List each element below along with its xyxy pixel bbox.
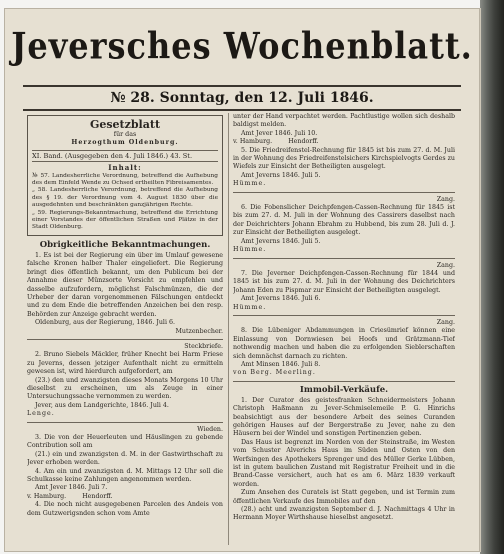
- masthead-title: Jeversches Wochenblatt.: [11, 24, 473, 68]
- inhalt-item: „ 58. Landesherrliche Verordnung, betreffend die Aufhebung des § 19. der Verordnung vom 4. August 1830 über die ausgedehnten und beschränkten ganzjährigen Rechte.: [32, 187, 218, 209]
- notice-signer: Mutzenbecher.: [175, 327, 223, 335]
- notice-signer: Hümme.: [233, 180, 267, 188]
- notice-text: Das Haus ist begrenzt im Norden von der Steinstraße, im Westen vom Schuster Alverichs Haus im Süden und Osten von den Werfsingen des Apothekers Sprenger und des Müller Gerke Lübben, ist in gutem baulichen Zustand mit Registratur Freiheit und in die Brand-Casse versichert, auch hat es am 6. März 1839 verkauft worden.: [233, 438, 455, 488]
- divider: [27, 422, 223, 423]
- notice-signature: Amt Minsen 1846. Juli 8.: [241, 360, 321, 368]
- inhalt-item: „ 59. Regierungs-Bekanntmachung, betreffend die Errichtung einer Vorstandes der öffentlichen Straßen und Plätze in der Stadt Oldenburg.: [32, 209, 218, 231]
- right-column: [233, 113, 455, 548]
- signer-name: Hendorff.: [82, 492, 113, 500]
- divider: [233, 192, 455, 193]
- notice-signature: Amt Jever 1846. Juli 7.: [35, 484, 108, 492]
- notice-signer: Lenge.: [27, 410, 55, 418]
- signer-name: Hendorff.: [288, 138, 319, 146]
- notice-signature: Amt Jeverns 1846. Juli 6.: [241, 295, 321, 303]
- notice-text: 3. Die von der Heuerleuten und Häuslingen zu gebende Contribution soll am: [27, 434, 223, 450]
- notice-text: unter der Hand verpachtet werden. Pachtlustige wollen sich deshalb baldigst melden.: [233, 113, 455, 129]
- notice-text: 1. Der Curator des geistesfranken Schneidermeisters Johann Christoph Haßmann zu Jever-Schmiselemeile P. G. Hinrichs beabsichtigt aus der besondere Arbeit des seines Curanden gehörigen Hauses auf der Bergerstraße zu Jever, nahe zu den Häusern bei der Windel und sonstigen Pertinenzien geben.: [233, 396, 455, 438]
- notice-text: (21.) ein und zwanzigsten d. M. in der Gastwirthschaft zu Jever erhoben werden.: [27, 450, 223, 467]
- notice-signature: Amt Jeverns 1846. Juli 5.: [241, 237, 321, 245]
- notice-signer-line: [233, 138, 455, 146]
- notice-text: 2. Bruno Siebels Mäckler, früher Knecht bei Harm Friese zu Jeverns, dessen jetziger Aufenthalt nicht zu ermitteln gewesen ist, wird hierdurch aufgefordert, am: [27, 351, 223, 376]
- notice-signature: Amt Jever 1846. Juli 10.: [241, 129, 318, 137]
- notice-signer-line: [27, 493, 223, 501]
- notice-text: 1. Es ist bei der Regierung ein über im Umlauf gewesene falsche Kronen halber Thaler eingeliefert. Die Regierung bringt dies öffentlich bekannt, um den Publicum bei der Annahme dieser Münzsorte Vorsicht zu empfehlen und dasselbe aufzufordern, möglichst Falschmünzen, die der Urheber der daran vorgenommenen Fälschungen entdeckt und zu dem Ende die betreffenden Anzeichen bei den resp. Behörden zur Anzeige gebracht werden.: [27, 251, 223, 318]
- notice-signer: Hümme.: [233, 246, 267, 254]
- notice-text: 8. Die Lübeniger Abdammungen in Criesümrief können eine Einlassung von Dornwiesen bei Hoofs und Grätzmann-Tief nothwendig machen und haben die zu erfolgenden Sieblerschaften sich demnächst darnach zu richten.: [233, 327, 455, 360]
- signer-zang: Zang.: [436, 261, 455, 269]
- divider: [233, 315, 455, 316]
- notice-text: (28.) acht und zwanzigsten September d. J. Nachmittags 4 Uhr in Hermann Moyer Wirthshause hieselbst angesetzt.: [233, 506, 455, 522]
- notice-text: 4. Am ein und zwanzigsten d. M. Mittags 12 Uhr soll die Schulkasse keine Zahlungen angenommen werden.: [27, 467, 223, 484]
- notice-signature: Amt Jeverns 1846. Juli 5.: [241, 171, 321, 179]
- notice-text: 7. Die Jeverner Deichpfengen-Cassen-Rechnung für 1844 und 1845 ist bis zum 27. d. M. Juli in der Wohnung des Deichrichters Johann Eden zu Pispmar zur Einsicht der Betheiligten ausgelegt.: [233, 269, 455, 294]
- gesetzblatt-sub1: für das: [113, 131, 137, 138]
- signer-place: v. Hamburg.: [233, 138, 273, 146]
- notice-text: Zum Ansehen des Curatels ist Statt gegeben, und ist Termin zum öffentlichen Verkaufe des Immobiles auf den: [233, 489, 455, 505]
- subheading-wieden: Wieden.: [197, 425, 223, 433]
- gesetzblatt-title: Gesetzblatt: [89, 118, 161, 131]
- gesetzblatt-box: [27, 115, 223, 236]
- notice-signature: Jever, aus dem Landgerichte, 1846. Juli 4.: [35, 401, 169, 409]
- divider: [233, 258, 455, 259]
- notice-text: 6. Die Fobenslicher Deichpfengen-Cassen-Rechnung für 1845 ist bis zum 27. d. M. Juli in der Wohnung des Cassirers daselbst nach der Deichrichters Johann Ebrahm zu Hubbend, bis zum 28. Juli d. J. zur Einsicht der Betheiligten ausgelegt.: [233, 204, 455, 237]
- inhalt-item: № 57. Landesherrliche Verordnung, betreffend die Aufhebung des dem Einfeld Wende zu Ochsed ertheilten Fibreisamentes.: [32, 172, 218, 187]
- notice-text: (23.) den und zwanzigsten dieses Monats Morgens 10 Uhr dieselbst zu erscheinen, um als Zeuge in einer Untersuchungssache vernommen zu werden.: [27, 376, 223, 401]
- notice-signer: Hümme.: [233, 303, 267, 311]
- notice-text: 5. Die Friedreifenstel-Rechnung für 1845 ist bis zum 27. d. M. Juli in der Wohnung des Friedreifenstelsichers Kirchspielvogts Gerdes zu Wiefels zur Einsicht der Betheiligten ausgelegt.: [233, 146, 455, 171]
- signer-zang: Zang.: [436, 195, 455, 203]
- issue-line: № 28. Sonntag, den 12. Juli 1846.: [23, 85, 461, 111]
- notice-signer: von Berg. Meerling.: [233, 369, 316, 377]
- gesetzblatt-band: XI. Band. (Ausgegeben den 4. Juli 1846.) 43. St.: [32, 150, 218, 162]
- gesetzblatt-sub2: Herzogthum Oldenburg.: [71, 139, 179, 147]
- notice-text: 4. Die noch nicht ausgegebenen Parcelen des Andeis von dem Gutzwerigsnden schon vom Amte: [27, 501, 223, 517]
- divider: [27, 339, 223, 340]
- signer-place: v. Hamburg.: [27, 492, 67, 500]
- section-heading-obrigkeitlich: Obrigkeitliche Bekanntmachungen.: [39, 239, 211, 250]
- left-column: [27, 113, 223, 548]
- divider: [233, 381, 455, 382]
- column-divider: [228, 113, 229, 545]
- signer-zang: Zang.: [436, 318, 455, 326]
- subheading-steckbriefe: Steckbriefe.: [184, 342, 223, 350]
- inhalt-label: Inhalt:: [108, 163, 142, 173]
- book-binding-edge: [480, 0, 504, 554]
- newspaper-page: [4, 8, 480, 552]
- section-heading-immobil: Immobil-Verkäufe.: [299, 384, 389, 395]
- notice-signature: Oldenburg, aus der Regierung, 1846. Juli 6.: [35, 319, 175, 327]
